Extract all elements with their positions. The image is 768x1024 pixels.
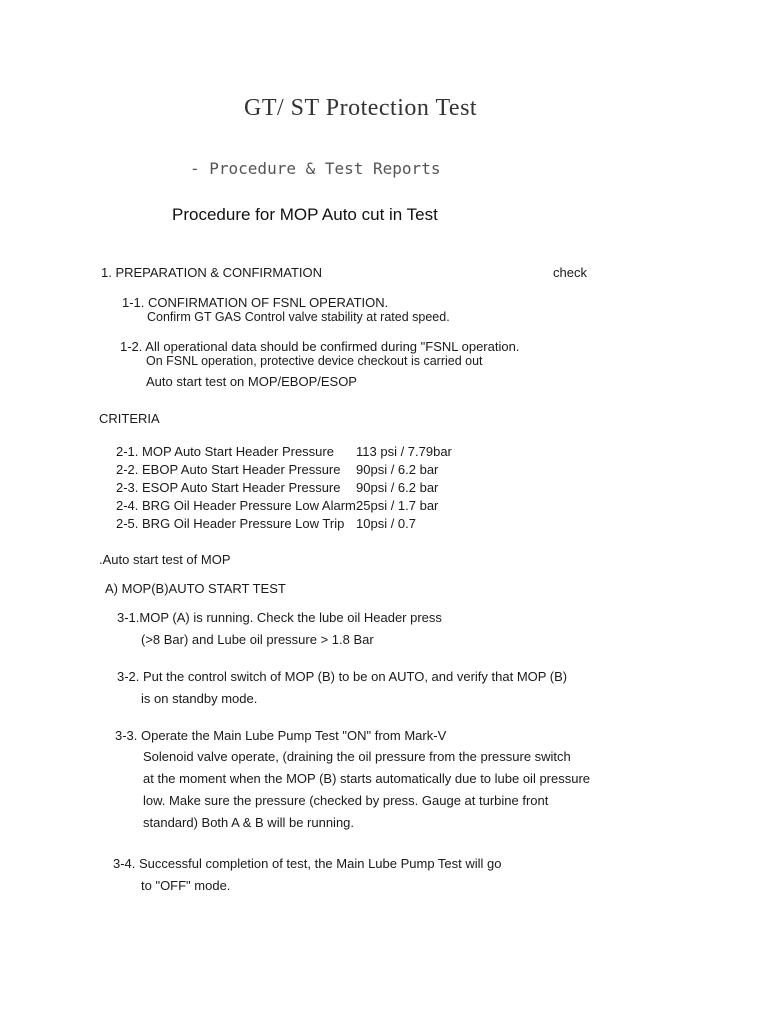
step-3-1-line1: 3-1.MOP (A) is running. Check the lube oil Header press [117, 610, 442, 625]
page-title: GT/ ST Protection Test [244, 95, 478, 121]
step-3-2-line2: is on standby mode. [141, 691, 258, 706]
criteria-row-value: 90psi / 6.2 bar [356, 480, 439, 495]
criteria-row-value: 90psi / 6.2 bar [356, 462, 439, 477]
item-1-2-line1: 1-2. All operational data should be confirmed during "FSNL operation. [120, 339, 520, 354]
check-column-label: check [553, 265, 587, 280]
criteria-row-value: 10psi / 0.7 [356, 516, 416, 531]
procedure-title: Procedure for MOP Auto cut in Test [172, 205, 438, 224]
section-heading-preparation: 1. PREPARATION & CONFIRMATION [101, 265, 323, 280]
item-1-2-line2: On FSNL operation, protective device checkout is carried out [146, 354, 483, 368]
step-3-4-line2: to "OFF" mode. [141, 878, 231, 893]
step-3-3-line1: 3-3. Operate the Main Lube Pump Test "ON" from Mark-V [115, 728, 447, 743]
step-3-3-line2: Solenoid valve operate, (draining the oil pressure from the pressure switch [143, 749, 571, 764]
criteria-row-label: 2-1. MOP Auto Start Header Pressure [116, 444, 334, 459]
criteria-row-label: 2-3. ESOP Auto Start Header Pressure [116, 480, 341, 495]
mop-b-auto-start-heading: A) MOP(B)AUTO START TEST [105, 581, 286, 596]
criteria-row-value: 25psi / 1.7 bar [356, 498, 439, 513]
step-3-2-line1: 3-2. Put the control switch of MOP (B) to be on AUTO, and verify that MOP (B) [117, 669, 568, 684]
criteria-heading: CRITERIA [99, 411, 160, 426]
step-3-3-line4: low. Make sure the pressure (checked by press. Gauge at turbine front [143, 793, 549, 808]
criteria-row-label: 2-5. BRG Oil Header Pressure Low Trip [116, 516, 345, 531]
auto-start-heading: .Auto start test of MOP [99, 552, 231, 567]
step-3-4-line1: 3-4. Successful completion of test, the Main Lube Pump Test will go [113, 856, 502, 871]
item-1-2-line3: Auto start test on MOP/EBOP/ESOP [146, 374, 357, 389]
item-1-1-line1: 1-1. CONFIRMATION OF FSNL OPERATION. [122, 295, 389, 310]
step-3-1-line2: (>8 Bar) and Lube oil pressure > 1.8 Bar [141, 632, 374, 647]
criteria-row-label: 2-2. EBOP Auto Start Header Pressure [116, 462, 341, 477]
criteria-row-label: 2-4. BRG Oil Header Pressure Low Alarm [116, 498, 356, 513]
step-3-3-line3: at the moment when the MOP (B) starts automatically due to lube oil pressure [143, 771, 591, 786]
criteria-row-value: 113 psi / 7.79bar [356, 444, 452, 459]
item-1-1-line2: Confirm GT GAS Control valve stability at rated speed. [147, 310, 450, 324]
step-3-3-line5: standard) Both A & B will be running. [143, 815, 355, 830]
page-subtitle: - Procedure & Test Reports [190, 159, 441, 178]
